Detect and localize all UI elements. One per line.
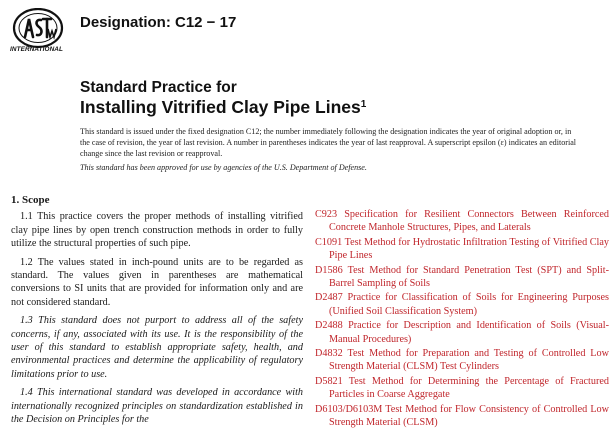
scope-section xyxy=(11,194,303,432)
reference-code-link[interactable]: C923 xyxy=(315,209,338,220)
reference-item xyxy=(315,208,609,235)
scope-paragraph-1-3: 1.3 This standard does not purport to address all of the safety concerns, if any, associated with its use. It is the responsibility of the user of this standard to establish appropriate safety, health, and environmental practices and determine the applicability of regulatory limitations prior to use. xyxy=(11,315,303,380)
reference-title: Test Method for Standard Penetration Test (SPT) and Split-Barrel Sampling of Soils xyxy=(329,264,609,290)
scope-heading: 1. Scope xyxy=(11,194,50,206)
reference-title: Practice for Description and Identification of Soils (Visual-Manual Procedures) xyxy=(329,320,609,345)
reference-code-link[interactable]: D2487 xyxy=(315,292,343,304)
reference-item xyxy=(315,264,609,291)
reference-code-link[interactable]: C1091 xyxy=(315,236,343,248)
reference-title: Test Method for Hydrostatic Infiltration Testing of Vitrified Clay Pipe Lines xyxy=(329,236,609,262)
reference-code-link[interactable]: D2488 xyxy=(315,320,343,332)
title-line-2-text: Installing Vitrified Clay Pipe Lines xyxy=(80,97,361,117)
reference-code-link[interactable]: D1586 xyxy=(315,264,343,276)
title-footnote-mark: 1 xyxy=(360,99,367,110)
reference-code-link[interactable]: D4832 xyxy=(315,348,343,360)
reference-item xyxy=(315,319,609,346)
logo-caption: INTERNATIONAL xyxy=(10,46,64,53)
astm-logo-icon xyxy=(12,8,64,50)
referenced-documents-list xyxy=(315,208,609,431)
defense-note: This standard has been approved for use by agencies of the U.S. Department of Defense. xyxy=(80,163,367,172)
document-title xyxy=(80,79,540,117)
designation: Designation: C12 − 17 xyxy=(80,14,237,31)
reference-item xyxy=(315,291,609,318)
scope-paragraph-1-2: 1.2 The values stated in inch-pound units are to be regarded as standard. The values given in parentheses are mathematical conversions to SI units that are provided for information only and are not considered standard. xyxy=(11,256,303,308)
reference-item xyxy=(315,236,609,263)
reference-item xyxy=(315,347,609,374)
reference-title: Test Method for Preparation and Testing of Controlled Low Strength Material (CLSM) Test Cylinders xyxy=(329,348,609,373)
reference-code-link[interactable]: D6103/D6103M xyxy=(315,403,383,415)
reference-item xyxy=(315,375,609,402)
title-line-2 xyxy=(80,97,540,117)
issuance-notice: This standard is issued under the fixed designation C12; the number immediately following the designation indicates the year of original adoption or, in the case of revision, the year of last revision. A number in parentheses indicates the year of last reapproval. A superscript epsilon (ε) indicates an editorial change since the last revision or reapproval. xyxy=(80,127,577,158)
scope-paragraph-1-4: 1.4 This international standard was developed in accordance with internationally recognized principles on standardization established in the Decision on Principles for the xyxy=(11,387,303,426)
reference-title: Test Method for Determining the Percentage of Fractured Particles in Coarse Aggregate xyxy=(329,375,609,401)
reference-title: Specification for Resilient Connectors Between Reinforced Concrete Manhole Structures, Pipes, and Laterals xyxy=(329,209,610,234)
scope-paragraph-1-1: 1.1 This practice covers the proper methods of installing vitrified clay pipe lines by open trench construction methods in order to fully utilize the structural properties of such pipe. xyxy=(11,211,303,250)
reference-title: Practice for Classification of Soils for Engineering Purposes (Unified Soil Classification System) xyxy=(329,292,609,317)
reference-title: Test Method for Flow Consistency of Controlled Low Strength Material (CLSM) xyxy=(329,403,609,429)
reference-code-link[interactable]: D5821 xyxy=(315,375,343,387)
title-line-1: Standard Practice for xyxy=(80,79,237,96)
